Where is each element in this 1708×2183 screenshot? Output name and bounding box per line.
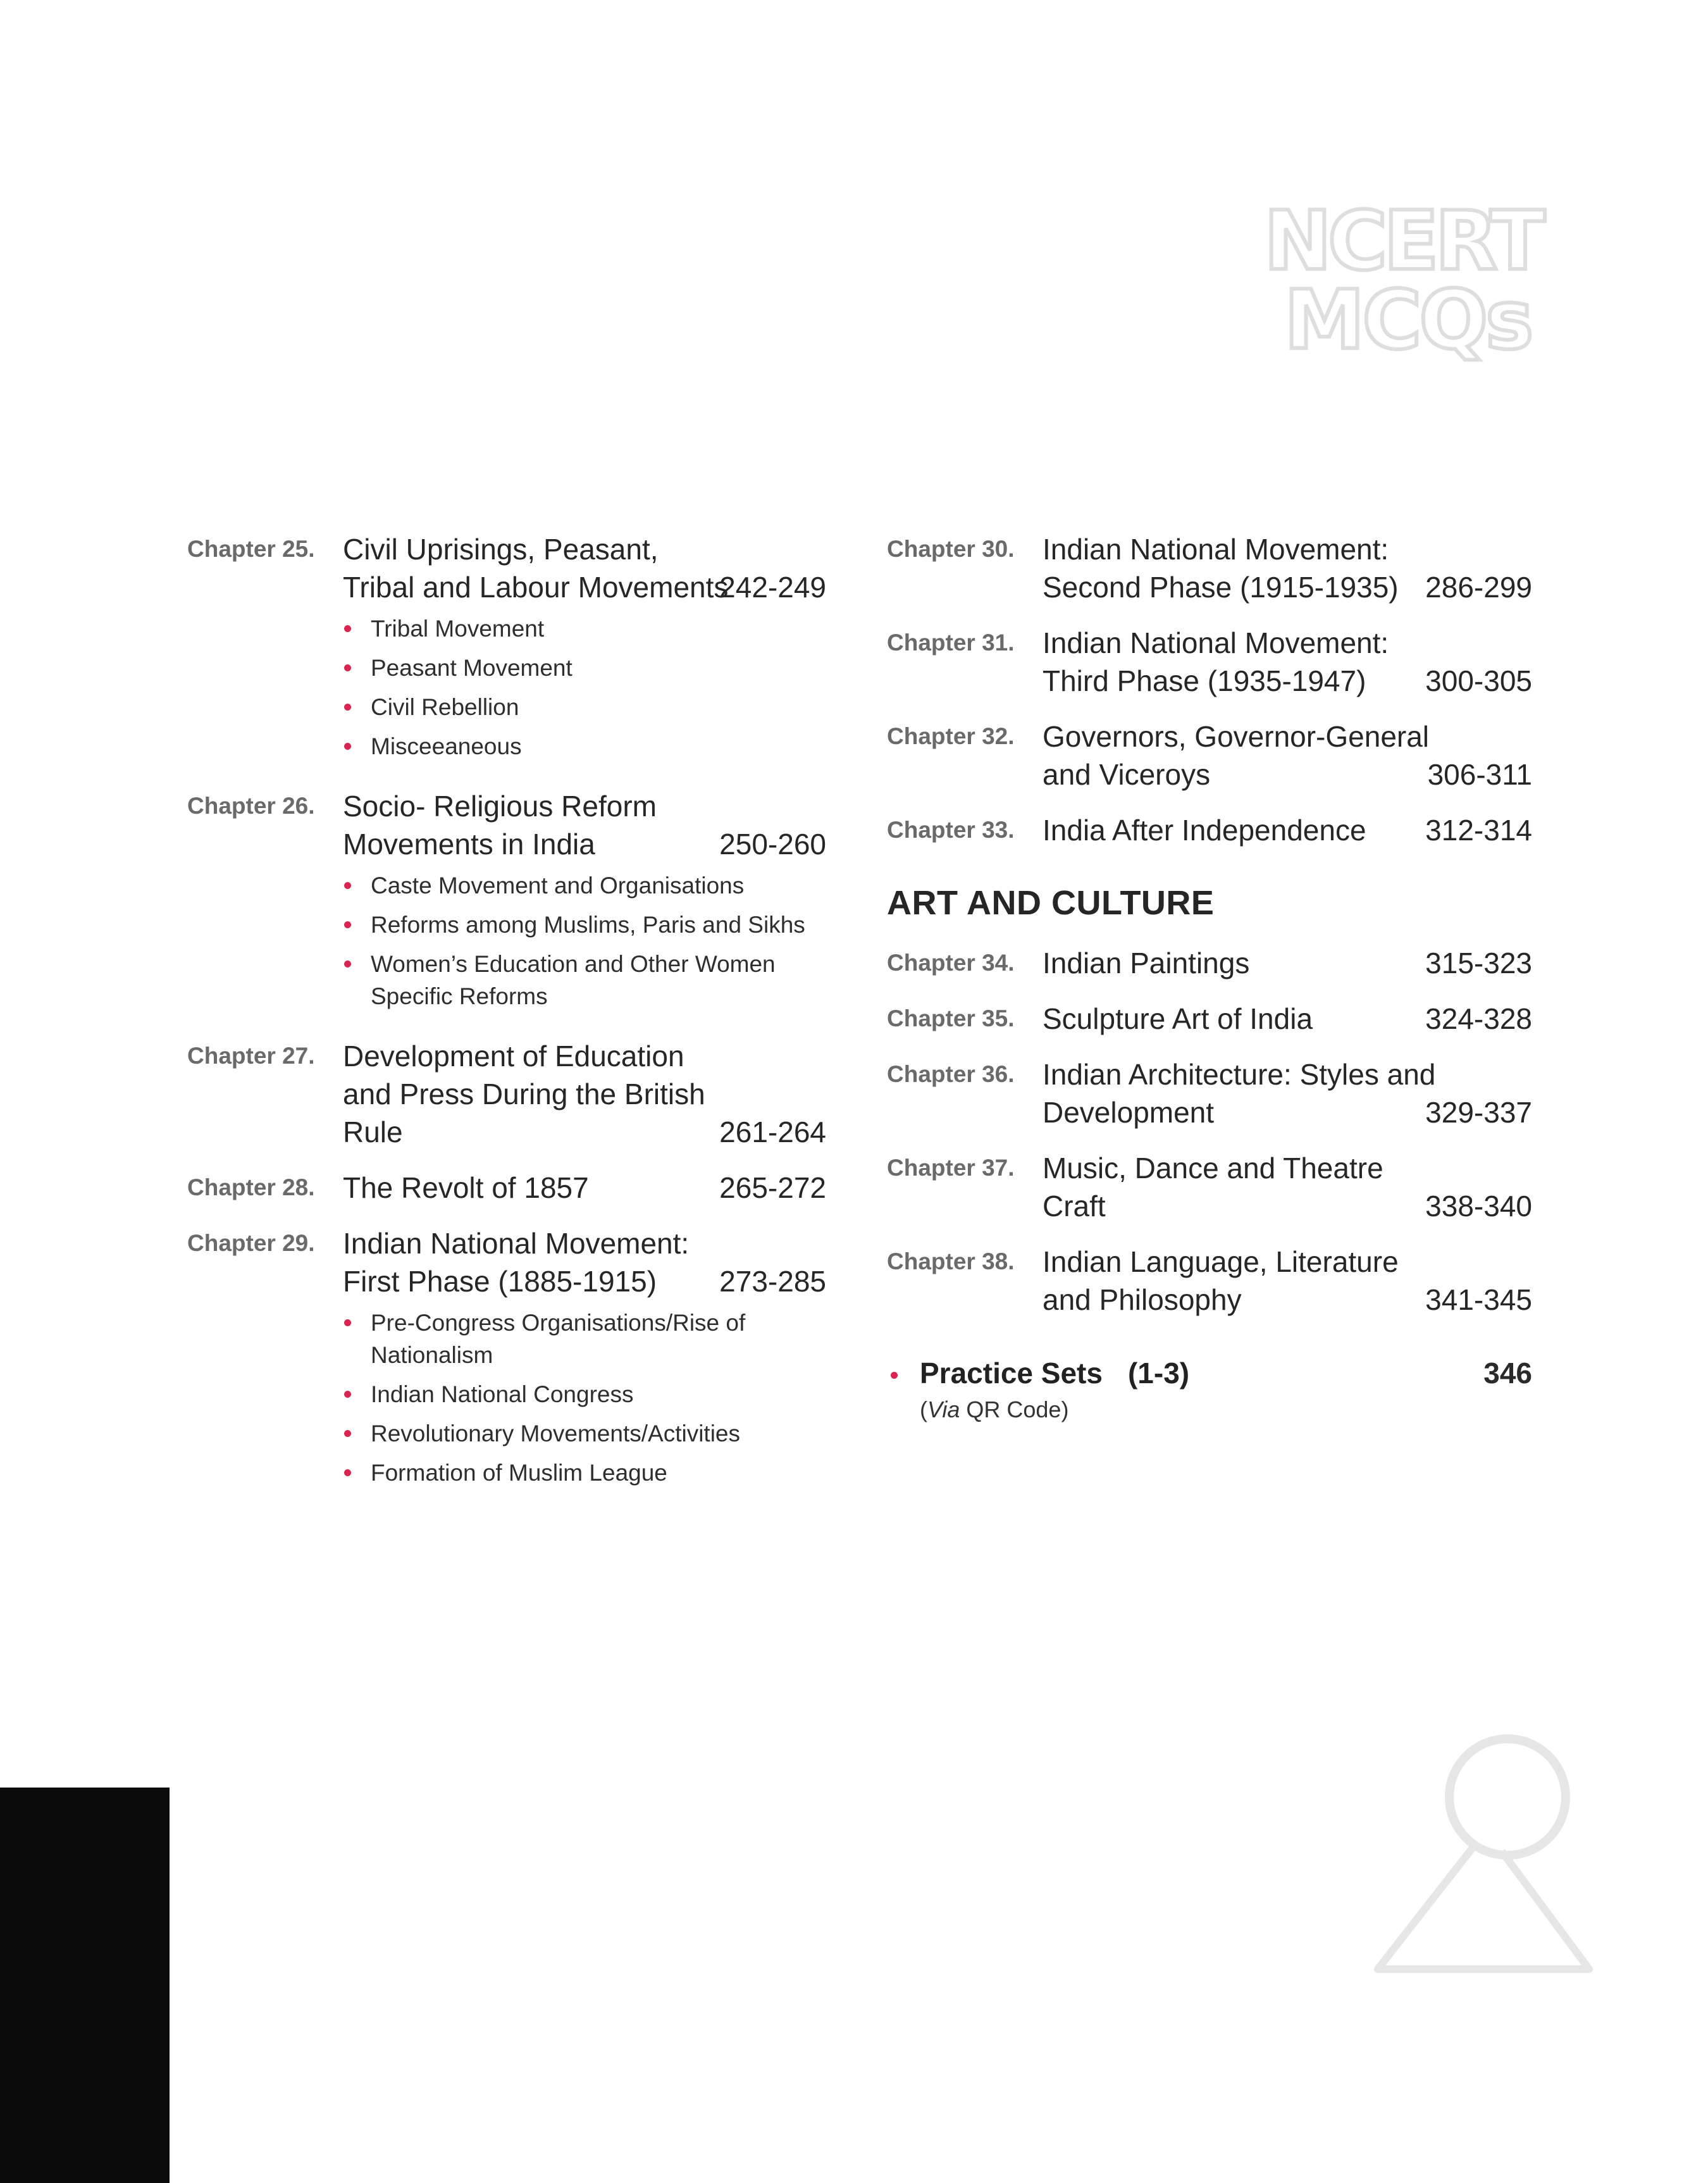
bullet-icon [344, 921, 351, 928]
practice-sets-page: 346 [1483, 1357, 1532, 1390]
practice-sets-entry [887, 1354, 1532, 1425]
subtopic-item [371, 1307, 826, 1371]
chapter-body [343, 1169, 826, 1207]
chapter-entry [187, 1224, 826, 1496]
bullet-icon [344, 704, 351, 711]
chapter-pages: 341-345 [1425, 1283, 1532, 1316]
chapter-title: Indian Paintings [1043, 947, 1250, 980]
chapter-entry [887, 718, 1532, 793]
bullet-icon [344, 1319, 351, 1326]
subtopic-list [343, 1307, 826, 1489]
practice-sets-range: (1-3) [1127, 1357, 1190, 1390]
chapter-title: Indian National Movement: First Phase (1885-1915) [343, 1227, 690, 1298]
chapter-body [1043, 530, 1532, 606]
chapter-title: India After Independence [1043, 814, 1366, 847]
subtopic-text: Indian National Congress [371, 1381, 634, 1407]
chapter-number: Chapter 38. [887, 1248, 1015, 1274]
chapter-body [343, 1037, 826, 1151]
subtopic-item [371, 652, 826, 684]
chapter-number: Chapter 27. [187, 1043, 315, 1069]
chapter-title: Indian Architecture: Styles and Development [1043, 1058, 1436, 1129]
chapter-body [343, 787, 826, 1019]
section-heading: ART AND CULTURE [887, 884, 1215, 922]
chapter-entry [887, 1243, 1532, 1319]
chapter-number: Chapter 28. [187, 1174, 315, 1200]
subtopic-item [371, 730, 826, 762]
chapter-pages: 300-305 [1425, 664, 1532, 697]
chapter-body [1043, 718, 1532, 793]
chapter-body [1043, 1149, 1532, 1225]
chapter-title: Sculpture Art of India [1043, 1002, 1313, 1035]
svg-text:MCQs: MCQs [1284, 273, 1532, 368]
chapter-body [1043, 1243, 1532, 1319]
chapter-pages: 242-249 [719, 571, 826, 604]
subtopic-item [371, 948, 826, 1012]
chapter-body [343, 1224, 826, 1496]
chapter-pages: 324-328 [1425, 1002, 1532, 1035]
ncert-mcqs-watermark-logo [1259, 190, 1550, 373]
chapter-entry [187, 1037, 826, 1151]
toc-right-column [887, 530, 1532, 1425]
chapter-number: Chapter 34. [887, 950, 1015, 976]
subtopic-item [371, 1457, 826, 1489]
chapter-pages: 329-337 [1425, 1096, 1532, 1129]
chapter-title: Development of Education and Press During the British Rule [343, 1040, 705, 1148]
practice-sets-label: Practice Sets [920, 1357, 1103, 1390]
subtopic-item [371, 691, 826, 723]
chapter-title: Indian National Movement: Second Phase (1915-1935) [1043, 533, 1399, 604]
bullet-icon [891, 1372, 898, 1379]
subtopic-item [371, 869, 826, 902]
subtopic-list [343, 613, 826, 762]
chapter-number: Chapter 32. [887, 723, 1015, 749]
chapter-body [1043, 1000, 1532, 1038]
chapter-pages: 286-299 [1425, 571, 1532, 604]
subtopic-text: Reforms among Muslims, Paris and Sikhs [371, 912, 805, 938]
practice-sets-note: (Via QR Code) [920, 1396, 1069, 1422]
subtopic-text: Caste Movement and Organisations [371, 873, 745, 899]
subtopic-text: Formation of Muslim League [371, 1460, 667, 1486]
subtopic-text: Women’s Education and Other Women Specific Reforms [371, 951, 776, 1009]
chapter-body [1043, 811, 1532, 849]
chapter-number: Chapter 26. [187, 793, 315, 819]
chapter-pages: 312-314 [1425, 814, 1532, 847]
bullet-icon [344, 882, 351, 889]
chapter-entry [887, 530, 1532, 606]
subtopic-item [371, 1378, 826, 1410]
chapter-number: Chapter 31. [887, 630, 1015, 656]
chapter-entry [187, 787, 826, 1019]
chapter-group-art-culture [887, 944, 1532, 1319]
bullet-icon [344, 1430, 351, 1437]
chapter-number: Chapter 25. [187, 536, 315, 562]
chapter-body [1043, 1055, 1532, 1131]
key-hole-watermark-icon [1366, 1734, 1600, 1981]
chapter-entry [887, 1055, 1532, 1131]
chapter-entry [887, 1000, 1532, 1038]
chapter-pages: 261-264 [719, 1116, 826, 1148]
chapter-number: Chapter 33. [887, 817, 1015, 843]
subtopic-text: Misceeaneous [371, 733, 522, 759]
chapter-entry [187, 1169, 826, 1207]
subtopic-item [371, 613, 826, 645]
chapter-entry [887, 811, 1532, 849]
subtopic-text: Civil Rebellion [371, 694, 519, 720]
chapter-body [343, 530, 826, 769]
chapter-body [1043, 624, 1532, 700]
chapter-number: Chapter 36. [887, 1061, 1015, 1087]
chapter-group-history [887, 530, 1532, 849]
chapter-number: Chapter 29. [187, 1230, 315, 1256]
bullet-icon [344, 625, 351, 632]
chapter-pages: 315-323 [1425, 947, 1532, 980]
subtopic-text: Pre-Congress Organisations/Rise of Nationalism [371, 1310, 746, 1368]
chapter-body [1043, 944, 1532, 982]
chapter-number: Chapter 37. [887, 1155, 1015, 1181]
chapter-title: Music, Dance and Theatre Craft [1043, 1152, 1383, 1222]
bullet-icon [344, 1391, 351, 1398]
chapter-entry [887, 944, 1532, 982]
bullet-icon [344, 1469, 351, 1476]
chapter-pages: 250-260 [719, 828, 826, 861]
subtopic-text: Tribal Movement [371, 616, 545, 642]
subtopic-text: Revolutionary Movements/Activities [371, 1421, 740, 1446]
subtopic-item [371, 1417, 826, 1450]
chapter-title: Indian Language, Literature and Philosophy [1043, 1245, 1399, 1316]
page-edge-tab [0, 1788, 170, 2183]
chapter-number: Chapter 30. [887, 536, 1015, 562]
chapter-title: The Revolt of 1857 [343, 1171, 589, 1204]
chapter-title: Indian National Movement: Third Phase (1935-1947) [1043, 626, 1389, 697]
toc-left-column [187, 530, 826, 1514]
chapter-pages: 265-272 [719, 1171, 826, 1204]
chapter-title: Civil Uprisings, Peasant, Tribal and Labour Movements [343, 533, 729, 604]
subtopic-text: Peasant Movement [371, 655, 572, 681]
svg-text:NCERT: NCERT [1264, 194, 1542, 289]
chapter-title: Socio- Religious Reform Movements in India [343, 790, 657, 861]
bullet-icon [344, 664, 351, 671]
subtopic-item [371, 909, 826, 941]
subtopic-list [343, 869, 826, 1012]
chapter-entry [187, 530, 826, 769]
chapter-pages: 306-311 [1427, 758, 1532, 791]
bullet-icon [344, 743, 351, 750]
chapter-pages: 338-340 [1425, 1190, 1532, 1222]
chapter-entry [887, 624, 1532, 700]
chapter-number: Chapter 35. [887, 1005, 1015, 1031]
chapter-title: Governors, Governor-General and Viceroys [1043, 720, 1430, 791]
chapter-entry [887, 1149, 1532, 1225]
bullet-icon [344, 961, 351, 967]
chapter-pages: 273-285 [719, 1265, 826, 1298]
